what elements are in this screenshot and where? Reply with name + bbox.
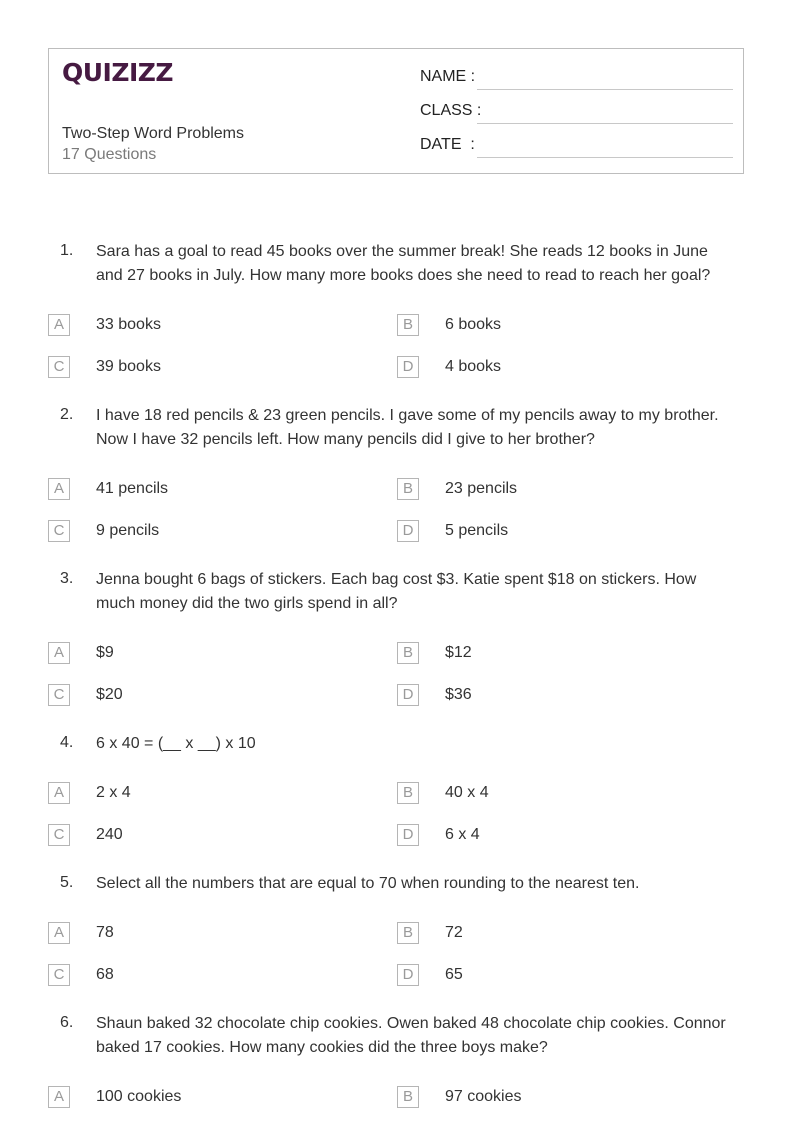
option-letter[interactable]: D (397, 520, 419, 542)
option-text[interactable]: 41 pencils (96, 480, 169, 497)
option-text[interactable]: 9 pencils (96, 522, 160, 539)
question-line: and 27 books in July. How many more books does she need to read to reach her goal? (96, 267, 711, 284)
option-text[interactable]: 4 books (445, 358, 502, 375)
option-letter[interactable]: D (397, 824, 419, 846)
class-field[interactable] (420, 102, 733, 124)
date-label: DATE : (420, 136, 475, 153)
option-text[interactable]: 72 (445, 924, 463, 941)
question-number: 1. (60, 242, 74, 259)
option-text[interactable]: 78 (96, 924, 114, 941)
option-text[interactable]: $12 (445, 644, 472, 661)
question-line: Sara has a goal to read 45 books over the summer break! She reads 12 books in June (96, 243, 708, 260)
class-line[interactable] (477, 123, 733, 124)
option-text[interactable]: 68 (96, 966, 114, 983)
question-text (96, 404, 744, 452)
option-letter[interactable]: A (48, 1086, 70, 1108)
option-text[interactable]: 240 (96, 826, 123, 843)
option-letter[interactable]: C (48, 964, 70, 986)
date-line[interactable] (477, 157, 733, 158)
quizizz-logo: QUIZIZZ (62, 58, 174, 87)
option-letter[interactable]: B (397, 782, 419, 804)
option-text[interactable]: 97 cookies (445, 1088, 522, 1105)
question-number: 6. (60, 1014, 74, 1031)
worksheet-header (48, 48, 744, 174)
name-line[interactable] (477, 89, 733, 90)
question-count: 17 Questions (62, 146, 157, 163)
option-letter[interactable]: A (48, 314, 70, 336)
question-text (96, 568, 744, 616)
question-line: Jenna bought 6 bags of stickers. Each bag cost $3. Katie spent $18 on stickers. How (96, 571, 697, 588)
question-number: 3. (60, 570, 74, 587)
option-letter[interactable]: B (397, 314, 419, 336)
option-letter[interactable]: D (397, 964, 419, 986)
question-text (96, 732, 744, 756)
name-label: NAME : (420, 68, 476, 85)
question-line: Shaun baked 32 chocolate chip cookies. Owen baked 48 chocolate chip cookies. Connor (96, 1015, 726, 1032)
option-text[interactable]: 5 pencils (445, 522, 509, 539)
option-letter[interactable]: C (48, 520, 70, 542)
question-line: Now I have 32 pencils left. How many pencils did I give to her brother? (96, 431, 595, 448)
question-line: much money did the two girls spend in all? (96, 595, 398, 612)
option-letter[interactable]: D (397, 684, 419, 706)
name-field[interactable] (420, 68, 733, 90)
option-letter[interactable]: A (48, 478, 70, 500)
question-number: 5. (60, 874, 74, 891)
option-letter[interactable]: A (48, 642, 70, 664)
option-text[interactable]: 100 cookies (96, 1088, 182, 1105)
question-line: I have 18 red pencils & 23 green pencils. I gave some of my pencils away to my brother. (96, 407, 719, 424)
question-text (96, 1012, 744, 1060)
option-letter[interactable]: B (397, 642, 419, 664)
question-line: 6 x 40 = (__ x __) x 10 (96, 735, 256, 752)
question-text (96, 240, 744, 288)
question-number: 4. (60, 734, 74, 751)
question-number: 2. (60, 406, 74, 423)
option-letter[interactable]: B (397, 922, 419, 944)
question-line: baked 17 cookies. How many cookies did the three boys make? (96, 1039, 548, 1056)
option-letter[interactable]: A (48, 782, 70, 804)
option-text[interactable]: 40 x 4 (445, 784, 489, 801)
option-letter[interactable]: A (48, 922, 70, 944)
option-text[interactable]: 65 (445, 966, 463, 983)
option-text[interactable]: 39 books (96, 358, 161, 375)
class-label: CLASS : (420, 102, 482, 119)
option-text[interactable]: 2 x 4 (96, 784, 131, 801)
option-text[interactable]: 33 books (96, 316, 161, 333)
option-letter[interactable]: C (48, 356, 70, 378)
option-text[interactable]: 23 pencils (445, 480, 518, 497)
worksheet-title: Two-Step Word Problems (62, 125, 244, 142)
option-letter[interactable]: C (48, 824, 70, 846)
option-letter[interactable]: D (397, 356, 419, 378)
option-text[interactable]: $20 (96, 686, 123, 703)
question-line: Select all the numbers that are equal to 70 when rounding to the nearest ten. (96, 875, 640, 892)
option-text[interactable]: 6 books (445, 316, 502, 333)
option-text[interactable]: $9 (96, 644, 114, 661)
option-letter[interactable]: B (397, 1086, 419, 1108)
option-letter[interactable]: B (397, 478, 419, 500)
option-text[interactable]: 6 x 4 (445, 826, 480, 843)
question-text (96, 872, 744, 896)
option-letter[interactable]: C (48, 684, 70, 706)
date-field[interactable] (420, 136, 733, 158)
option-text[interactable]: $36 (445, 686, 472, 703)
